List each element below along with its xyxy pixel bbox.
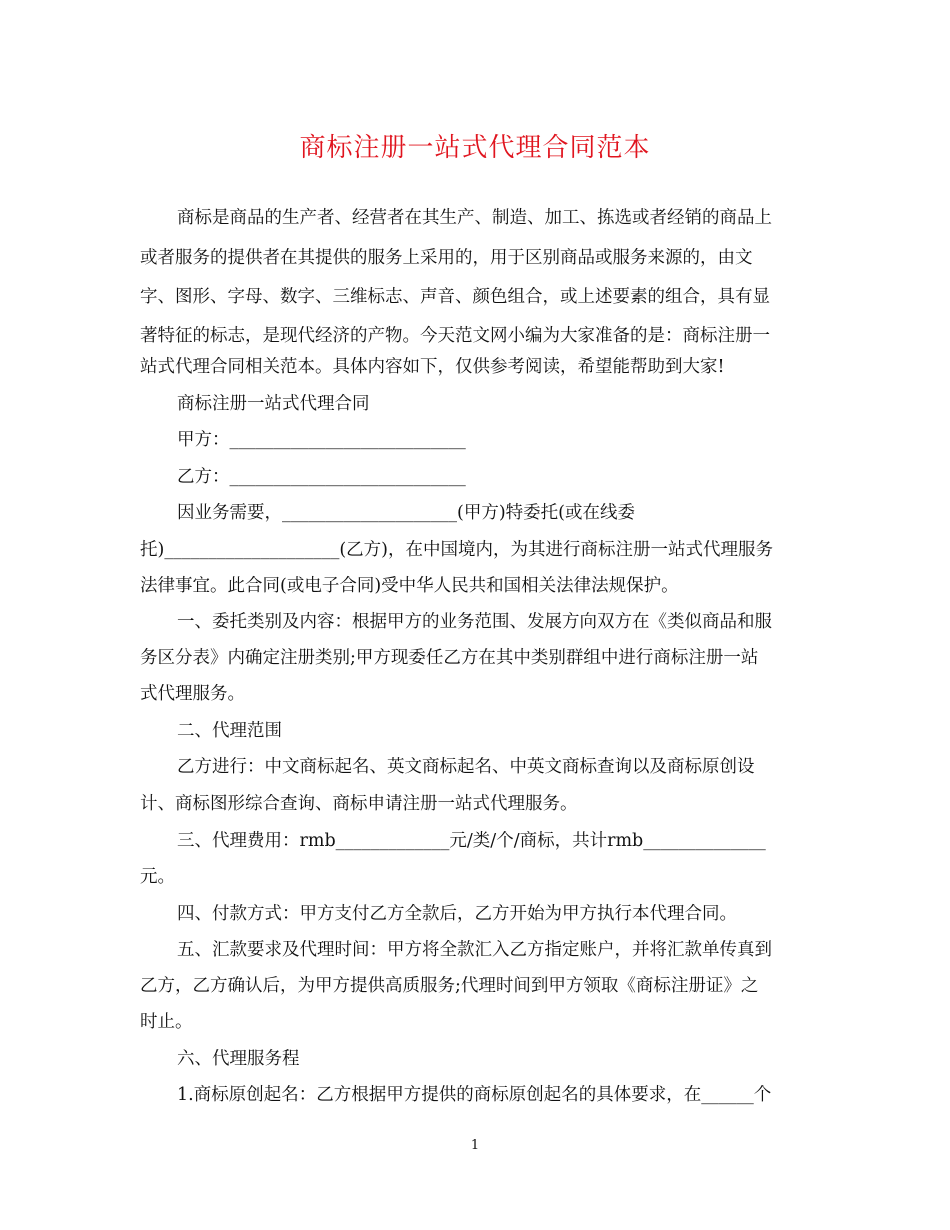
document-title: 商标注册一站式代理合同范本: [299, 133, 651, 163]
clause-4-line: 四、付款方式：甲方支付乙方全款后，乙方开始为甲方执行本代理合同。: [177, 904, 737, 924]
clause-1-line: 式代理服务。: [140, 684, 245, 704]
clause-2-line: 乙方进行：中文商标起名、英文商标起名、中英文商标查询以及商标原创设: [177, 757, 755, 777]
clause-6-heading: 六、代理服务程: [177, 1049, 300, 1069]
paragraph-line: 站式代理合同相关范本。具体内容如下，仅供参考阅读，希望能帮助到大家!: [140, 357, 725, 377]
party-a-line: 甲方：___________________________: [177, 430, 466, 450]
paragraph-line: 或者服务的提供者在其提供的服务上采用的，用于区别商品或服务来源的，由文: [140, 248, 753, 268]
clause-6-line: 1.商标原创起名：乙方根据甲方提供的商标原创起名的具体要求，在______个: [177, 1085, 772, 1105]
clause-3-line: 三、代理费用：rmb_____________元/类/个/商标，共计rmb______________: [177, 831, 766, 851]
paragraph-line: 字、图形、字母、数字、三维标志、声音、颜色组合，或上述要素的组合，具有显: [140, 287, 770, 307]
paragraph-line: 托)____________________(乙方)，在中国境内，为其进行商标注册一站式代理服务: [140, 540, 773, 560]
paragraph-line: 法律事宜。此合同(或电子合同)受中华人民共和国相关法律法规保护。: [140, 576, 679, 596]
page-number: 1: [470, 1138, 480, 1153]
clause-1-line: 务区分表》内确定注册类别;甲方现委任乙方在其中类别群组中进行商标注册一站: [140, 648, 759, 668]
paragraph-line: 著特征的标志，是现代经济的产物。今天范文网小编为大家准备的是：商标注册一: [140, 326, 770, 346]
clause-2-heading: 二、代理范围: [177, 721, 282, 741]
clause-5-line: 五、汇款要求及代理时间：甲方将全款汇入乙方指定账户，并将汇款单传真到: [177, 940, 772, 960]
clause-1-line: 一、委托类别及内容：根据甲方的业务范围、发展方向双方在《类似商品和服: [177, 612, 772, 632]
clause-5-line: 乙方，乙方确认后，为甲方提供高质服务;代理时间到甲方领取《商标注册证》之: [140, 976, 759, 996]
paragraph-line: 因业务需要，____________________(甲方)特委托(或在线委: [177, 503, 635, 523]
clause-2-line: 计、商标图形综合查询、商标申请注册一站式代理服务。: [140, 794, 578, 814]
contract-heading: 商标注册一站式代理合同: [177, 394, 370, 414]
clause-5-line: 时止。: [140, 1012, 193, 1032]
party-b-line: 乙方：___________________________: [177, 467, 466, 487]
clause-3-line: 元。: [140, 867, 175, 887]
paragraph-line: 商标是商品的生产者、经营者在其生产、制造、加工、拣选或者经销的商品上: [177, 208, 772, 228]
